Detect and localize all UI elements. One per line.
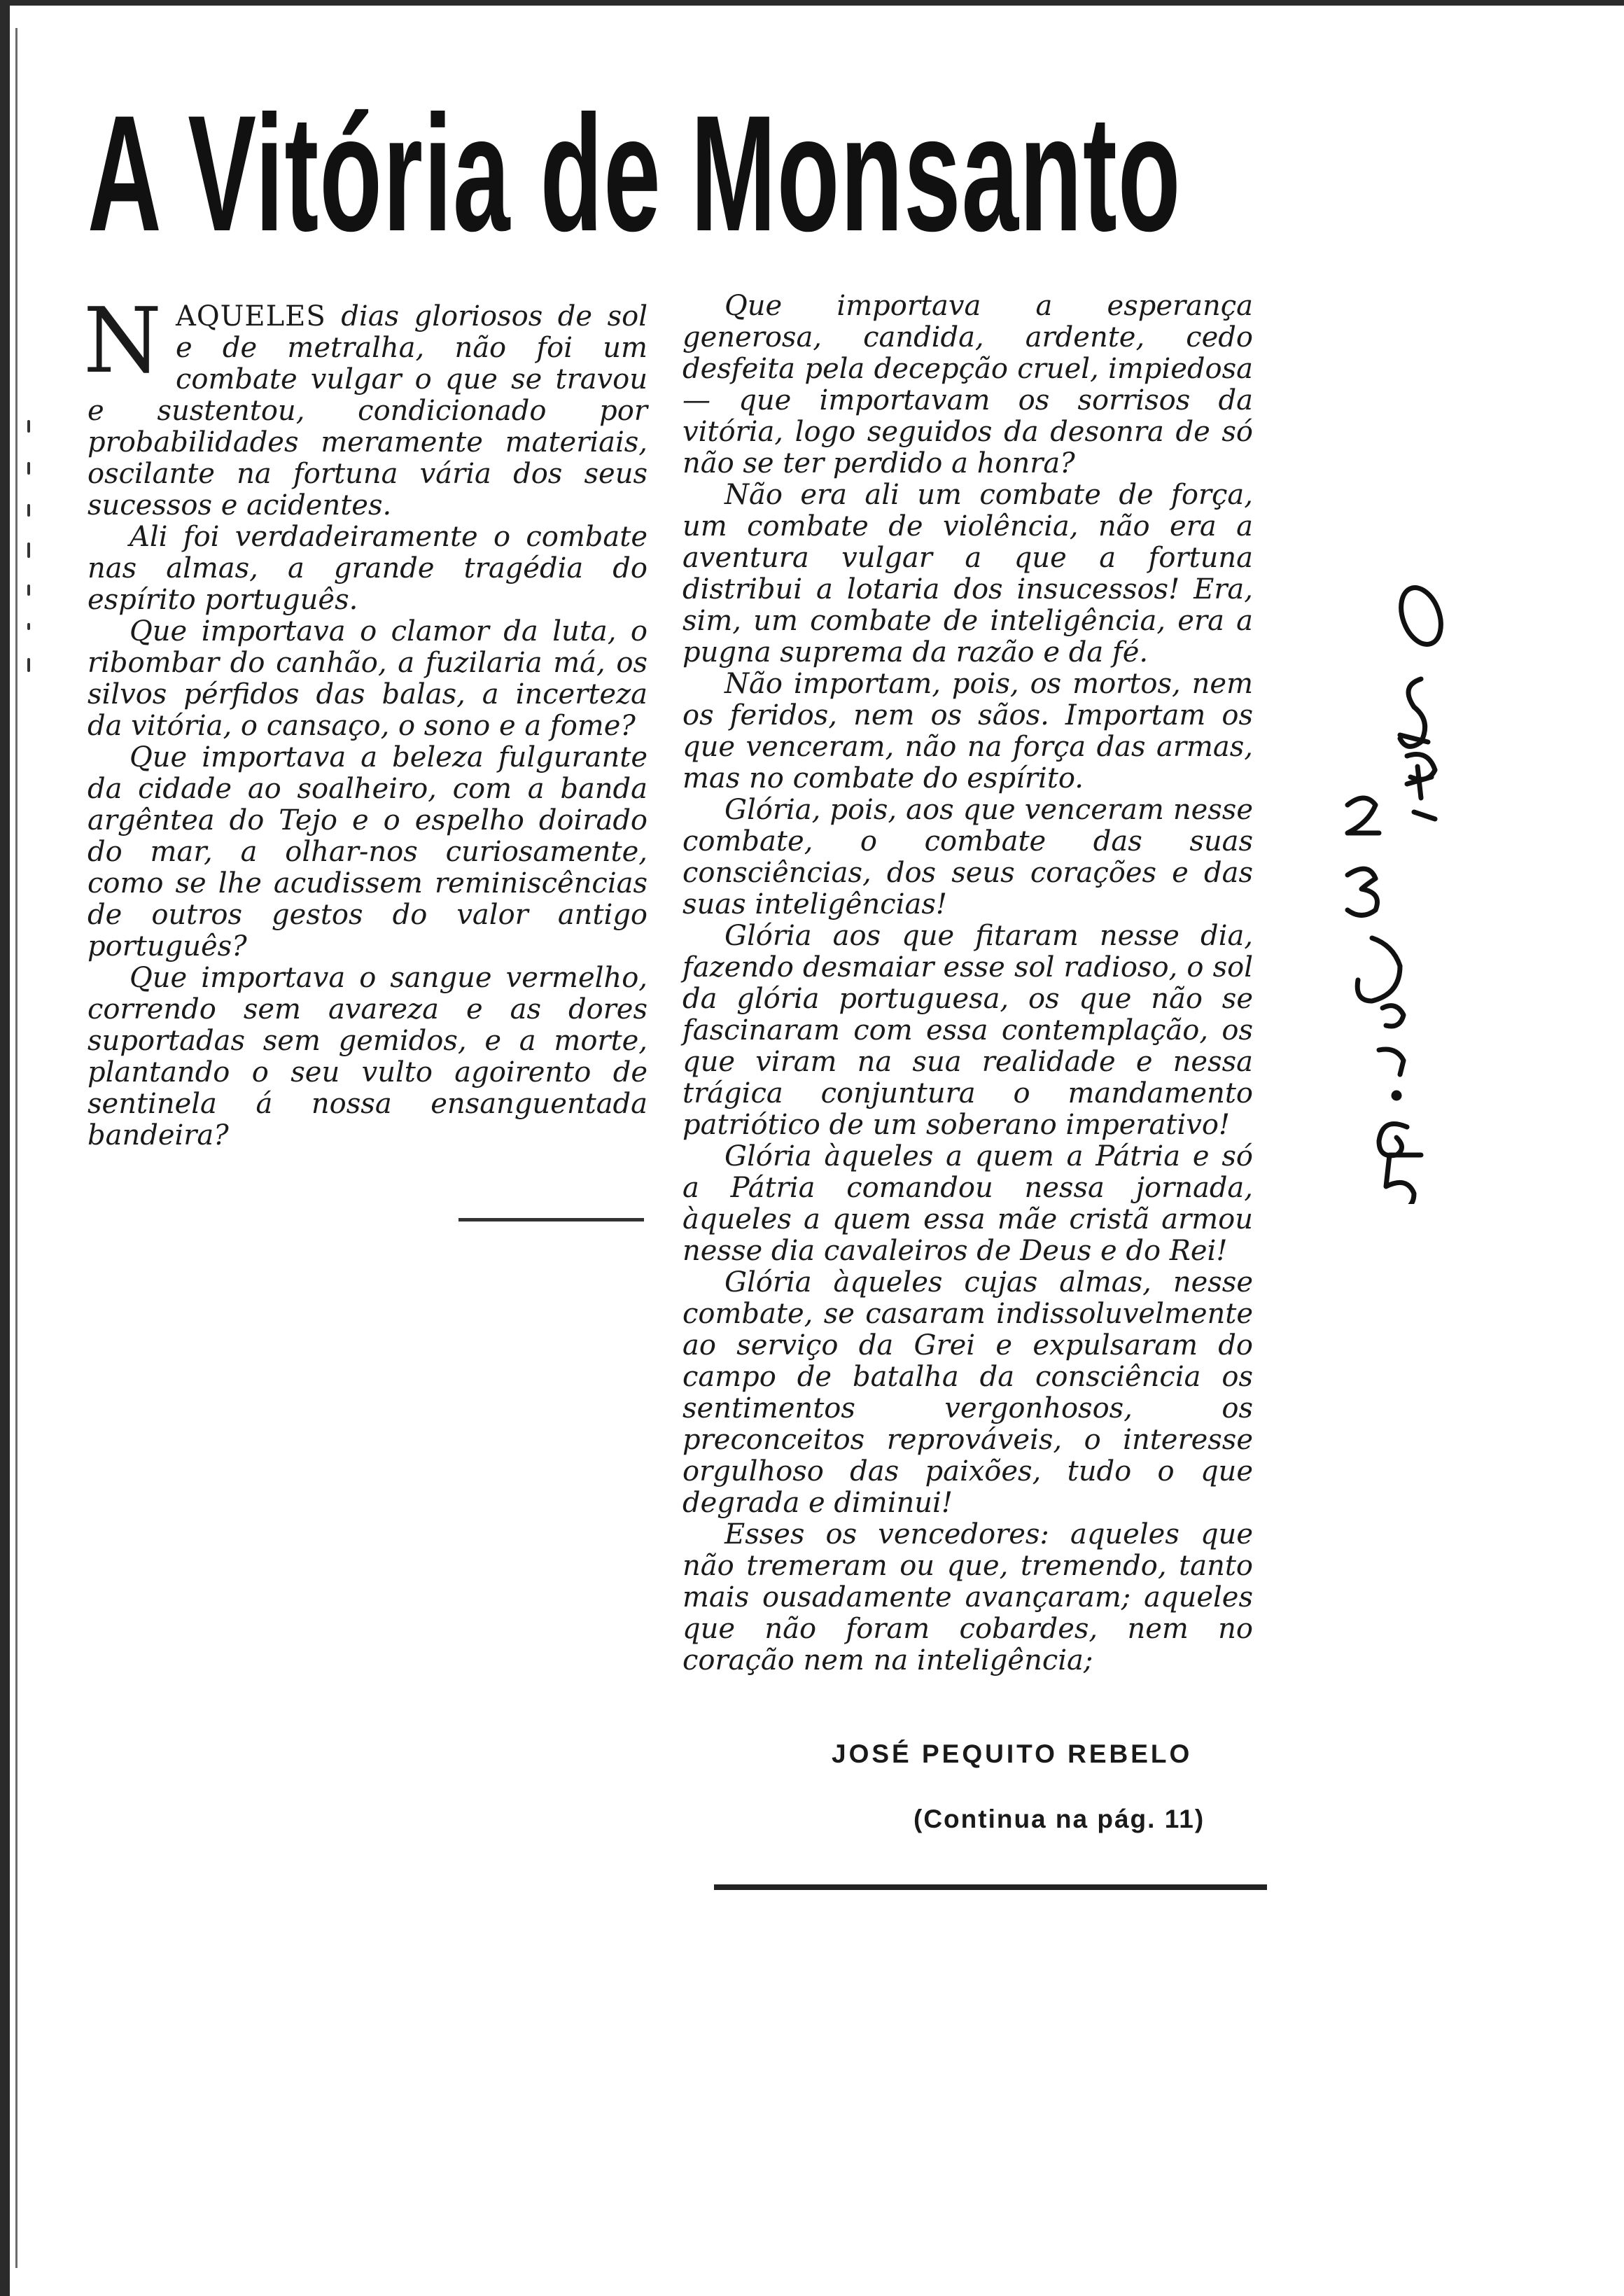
- lead-word: AQUELES: [176, 300, 326, 332]
- paragraph: Não era ali um combate de força, um combate de violência, não era a aventura vulgar a que a fortuna distribui a lotaria dos insucessos! Era, sim, um combate de inteligência, era a pugna suprema da razão e da fé.: [682, 479, 1253, 668]
- handwritten-annotation: [1316, 574, 1470, 1204]
- paragraph: Que importava o sangue vermelho, correndo sem avareza e as dores suportadas sem gemidos, e a morte, plantando o seu vulto agoirento de sentinela á nossa ensanguentada bandeira?: [88, 962, 648, 1152]
- headline: A Vitória de Monsanto: [88, 81, 1182, 266]
- paragraph: Que importava o clamor da luta, o ribombar do canhão, a fuzilaria má, os silvos pérfidos das balas, a incerteza da vitória, o cansaço, o sono e a fome?: [88, 615, 648, 742]
- paragraph: Esses os vencedores: aqueles que não tremeram ou que, tremendo, tanto mais ousadamente avançaram; aqueles que não foram cobardes, nem no coração nem na inteligência;: [682, 1518, 1253, 1676]
- right-column: [682, 290, 1253, 1676]
- paragraph: Que importava a beleza fulgurante da cidade ao soalheiro, com a banda argêntea do Tejo e o espelho doirado do mar, a olhar-nos curiosamente, como se lhe acudissem reminiscências de outros gestos do valor antigo português?: [88, 741, 648, 962]
- continuation-note: (Continua na pág. 11): [913, 1805, 1205, 1833]
- scan-border-top: [0, 0, 1624, 6]
- handwriting-image: [1316, 574, 1470, 1204]
- scan-border-left: [0, 0, 10, 2296]
- drop-cap: N: [83, 289, 162, 393]
- left-column: [83, 289, 648, 1152]
- author-byline: JOSÉ PEQUITO REBELO: [832, 1740, 1193, 1768]
- column-end-rule: [458, 1218, 644, 1222]
- paragraph: Ali foi verdadeiramente o combate nas almas, a grande tragédia do espírito português.: [88, 521, 648, 616]
- paragraph: Glória, pois, aos que venceram nesse combate, o combate das suas consciências, dos seus corações e das suas inteligências!: [682, 794, 1253, 920]
- paragraph: dias gloriosos de sol e de metralha, não foi um combate vulgar o que se travou e sustentou, condicionado por probabilidades meramente materiais, oscilante na fortuna vária dos seus sucessos e acidentes.: [88, 300, 648, 522]
- scan-border-line: [15, 28, 18, 2268]
- paragraph: Que importava a esperança generosa, candida, ardente, cedo desfeita pela decepção cruel, impiedosa — que importavam os sorrisos da vitória, logo seguidos da desonra de só não se ter perdido a honra?: [682, 290, 1253, 479]
- paragraph: Glória aos que fitaram nesse dia, fazendo desmaiar esse sol radioso, o sol da glória portuguesa, os que não se fascinaram com essa contemplação, os que viram na sua realidade e nessa trágica conjuntura o mandamento patriótico de um soberano imperativo!: [682, 920, 1253, 1141]
- paragraph: Não importam, pois, os mortos, nem os feridos, nem os sãos. Importam os que venceram, não na força das armas, mas no combate do espírito.: [682, 668, 1253, 794]
- paragraph: Glória àqueles a quem a Pátria e só a Pátria comandou nessa jornada, àqueles a quem essa mãe cristã armou nesse dia cavaleiros de Deus e do Rei!: [682, 1140, 1253, 1267]
- paragraph: Glória àqueles cujas almas, nesse combate, se casaram indissoluvelmente ao serviço da Grei e expulsaram do campo de batalha da consciência os sentimentos vergonhosos, os preconceitos reprováveis, o interesse orgulhoso das paixões, tudo o que degrada e diminui!: [682, 1266, 1253, 1519]
- lead-paragraph: [83, 289, 648, 522]
- margin-marks: [24, 420, 38, 700]
- article-end-rule: [714, 1884, 1267, 1890]
